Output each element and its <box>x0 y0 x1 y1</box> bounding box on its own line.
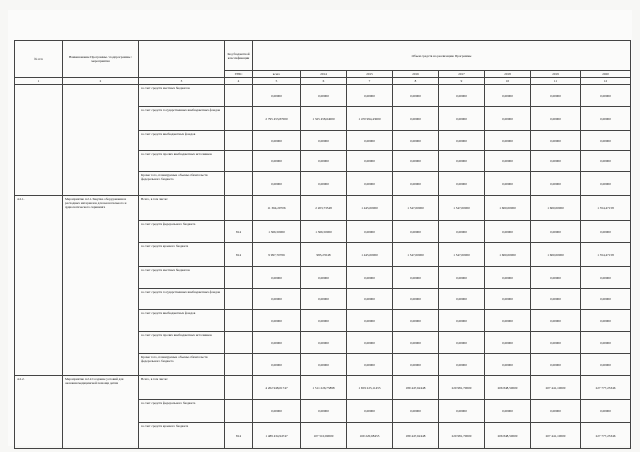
value-year: 0,00000 <box>393 332 439 354</box>
value-year: 0,00000 <box>301 85 347 107</box>
index-cell: 2 <box>63 78 139 85</box>
value-year: 1 354,47158 <box>581 243 631 267</box>
value-year: 0,00000 <box>485 310 531 332</box>
value-year: 206 848,50000 <box>485 423 531 449</box>
table-row <box>15 196 631 221</box>
value-year: 0,00000 <box>393 289 439 310</box>
value-year: 0,00000 <box>393 172 439 196</box>
measure-name <box>63 85 139 196</box>
grbs-code <box>225 289 253 310</box>
year-header: 2014 <box>301 71 347 78</box>
program-funding-table <box>14 40 631 449</box>
value-year: 0,00000 <box>301 131 347 151</box>
grbs-code <box>225 85 253 107</box>
value-year: 0,00000 <box>393 85 439 107</box>
value-year: 0,00000 <box>439 107 485 131</box>
value-year: 0,00000 <box>531 85 581 107</box>
value-year: 0,00000 <box>301 310 347 332</box>
value-year: 0,00000 <box>581 151 631 172</box>
grbs-code <box>225 107 253 131</box>
value-year: 0,00000 <box>531 221 581 243</box>
value-total: 1 489 434,94747 <box>253 423 301 449</box>
value-year: 0,00000 <box>439 310 485 332</box>
col-name-header: Наименование Программы / подпрограммы / мероприятия <box>63 41 139 78</box>
value-year: 0,00000 <box>485 131 531 151</box>
value-total: 2 795 453,87000 <box>253 107 301 131</box>
value-year: 0,00000 <box>347 221 393 243</box>
value-total: 0,00000 <box>253 354 301 376</box>
value-year: 0,00000 <box>485 354 531 376</box>
grbs-code: 814 <box>225 243 253 267</box>
value-year: 0,00000 <box>531 131 581 151</box>
funding-source: за счет средств краевого бюджета <box>139 423 225 449</box>
value-year: 1 600,00000 <box>531 243 581 267</box>
col-volume-header: Объем средств на реализацию Программы <box>253 41 631 71</box>
value-year: 189 447,62448 <box>393 376 439 400</box>
year-header: 2017 <box>439 71 485 78</box>
value-year: 0,00000 <box>347 332 393 354</box>
value-year: 0,00000 <box>347 267 393 289</box>
value-total: 1 366,50000 <box>253 221 301 243</box>
value-year: 0,00000 <box>531 151 581 172</box>
value-year: 169 220,68455 <box>347 423 393 449</box>
index-cell: 6 <box>301 78 347 85</box>
value-year: 0,00000 <box>301 400 347 423</box>
value-year: 1 445,00000 <box>347 196 393 221</box>
value-year: 0,00000 <box>439 221 485 243</box>
value-total: 0,00000 <box>253 267 301 289</box>
value-year: 0,00000 <box>531 332 581 354</box>
value-year: 1 366,50000 <box>301 221 347 243</box>
col-empty-header <box>139 41 225 78</box>
value-total: 0,00000 <box>253 400 301 423</box>
value-year: 0,00000 <box>485 332 531 354</box>
value-year: 0,00000 <box>439 400 485 423</box>
document-page <box>8 10 632 446</box>
value-year: 0,00000 <box>393 151 439 172</box>
grbs-code: 814 <box>225 221 253 243</box>
value-year: 0,00000 <box>531 267 581 289</box>
value-year: 1 547,00000 <box>439 243 485 267</box>
col-grbs-header: ГРБС <box>225 71 253 78</box>
index-cell: 8 <box>393 78 439 85</box>
funding-source: Всего, в том числе: <box>139 376 225 400</box>
value-year: 0,00000 <box>485 172 531 196</box>
grbs-code <box>225 151 253 172</box>
grbs-code <box>225 172 253 196</box>
value-year: 1 325 458,64000 <box>301 107 347 131</box>
value-year: 1 659 225,11455 <box>347 376 393 400</box>
table-row <box>15 85 631 107</box>
funding-source: Кроме того, планируемые объемы обязательств федерального бюджета <box>139 172 225 196</box>
index-cell: 9 <box>439 78 485 85</box>
value-total: 0,00000 <box>253 151 301 172</box>
value-year: 0,00000 <box>485 267 531 289</box>
row-number <box>15 85 63 196</box>
funding-source: за счет средств краевого бюджета <box>139 243 225 267</box>
value-year: 0,00000 <box>347 172 393 196</box>
value-year: 0,00000 <box>301 354 347 376</box>
value-year: 0,00000 <box>485 85 531 107</box>
year-header: 2018 <box>485 71 531 78</box>
value-year: 1 445,00000 <box>347 243 393 267</box>
value-year: 0,00000 <box>301 267 347 289</box>
value-year: 1 470 994,43000 <box>347 107 393 131</box>
grbs-code: 814 <box>225 423 253 449</box>
value-year: 1 547,00000 <box>393 243 439 267</box>
measure-name: Мероприятие 4.2.2.Создание условий для оказания медицинской помощи детям <box>63 376 139 449</box>
value-year: 0,00000 <box>581 172 631 196</box>
value-year: 0,00000 <box>393 221 439 243</box>
value-total: 0,00000 <box>253 85 301 107</box>
header-row <box>15 41 631 71</box>
measure-name: Мероприятие 4.2.1.Закупка оборудования и расходных материалов для неонатального и аудиологического скрининга <box>63 196 139 376</box>
value-year: 0,00000 <box>581 107 631 131</box>
value-total: 0,00000 <box>253 172 301 196</box>
index-cell: 11 <box>531 78 581 85</box>
value-total: 9 997,70706 <box>253 243 301 267</box>
value-year: 0,00000 <box>439 289 485 310</box>
value-year: 0,00000 <box>347 289 393 310</box>
value-year: 1 547,00000 <box>439 196 485 221</box>
value-total: 0,00000 <box>253 289 301 310</box>
value-year: 0,00000 <box>581 354 631 376</box>
index-cell: 7 <box>347 78 393 85</box>
value-year: 107 510,69000 <box>301 423 347 449</box>
value-year: 2 203,73548 <box>301 196 347 221</box>
funding-source: за счет средств местных бюджетов <box>139 267 225 289</box>
value-year: 0,00000 <box>485 221 531 243</box>
value-total: 0,00000 <box>253 310 301 332</box>
index-cell: 4 <box>225 78 253 85</box>
value-year: 0,00000 <box>581 332 631 354</box>
value-year: 0,00000 <box>581 310 631 332</box>
grbs-code <box>225 131 253 151</box>
value-year: 0,00000 <box>439 151 485 172</box>
funding-source: за счет средств государственных внебюджетных фондов <box>139 107 225 131</box>
value-year: 0,00000 <box>581 289 631 310</box>
grbs-code <box>225 267 253 289</box>
col-num-header: № п/п <box>15 41 63 78</box>
value-year: 206 848,50000 <box>485 376 531 400</box>
funding-source: за счет средств прочих внебюджетных источников <box>139 332 225 354</box>
value-year: 0,00000 <box>531 107 581 131</box>
index-cell: 12 <box>581 78 631 85</box>
grbs-code <box>225 332 253 354</box>
value-year: 0,00000 <box>347 354 393 376</box>
value-year: 227 777,23346 <box>581 376 631 400</box>
value-year: 0,00000 <box>531 400 581 423</box>
value-year: 0,00000 <box>393 267 439 289</box>
funding-source: за счет средств прочих внебюджетных источников <box>139 151 225 172</box>
value-total: 0,00000 <box>253 131 301 151</box>
value-year: 0,00000 <box>581 85 631 107</box>
row-number: 4.2.2. <box>15 376 63 449</box>
index-cell: 10 <box>485 78 531 85</box>
value-year: 0,00000 <box>581 131 631 151</box>
year-header: 2020 <box>581 71 631 78</box>
value-year: 0,00000 <box>439 332 485 354</box>
value-year: 0,00000 <box>439 85 485 107</box>
grbs-code <box>225 310 253 332</box>
funding-source: за счет средств федерального бюджета <box>139 400 225 423</box>
value-year: 207 441,10000 <box>531 423 581 449</box>
row-number: 4.2.1. <box>15 196 63 376</box>
funding-source: за счет средств внебюджетных фондов <box>139 310 225 332</box>
value-year: 227 777,23346 <box>581 423 631 449</box>
value-year: 1 511 226,75898 <box>301 376 347 400</box>
value-year: 0,00000 <box>581 221 631 243</box>
index-cell: 1 <box>15 78 63 85</box>
value-year: 0,00000 <box>393 354 439 376</box>
funding-source: за счет средств государственных внебюджетных фондов <box>139 289 225 310</box>
index-cell: 3 <box>139 78 225 85</box>
year-header: 2015 <box>347 71 393 78</box>
value-total: 0,00000 <box>253 332 301 354</box>
value-year: 0,00000 <box>531 354 581 376</box>
value-year: 0,00000 <box>439 267 485 289</box>
value-year: 220 981,70000 <box>439 423 485 449</box>
grbs-code <box>225 376 253 400</box>
value-year: 0,00000 <box>531 310 581 332</box>
value-year: 0,00000 <box>531 289 581 310</box>
funding-source: за счет средств федерального бюджета <box>139 221 225 243</box>
value-year: 0,00000 <box>393 107 439 131</box>
col-kbk-header: Код бюджетной классификации <box>225 41 253 71</box>
value-year: 1 600,00000 <box>485 196 531 221</box>
value-year: 0,00000 <box>439 354 485 376</box>
value-total: 11 364,20706 <box>253 196 301 221</box>
value-year: 0,00000 <box>347 151 393 172</box>
value-year: 1 354,47158 <box>581 196 631 221</box>
funding-source: за счет средств внебюджетных фондов <box>139 131 225 151</box>
value-year: 1 600,00000 <box>485 243 531 267</box>
value-year: 0,00000 <box>347 131 393 151</box>
value-year: 0,00000 <box>531 172 581 196</box>
value-year: 0,00000 <box>485 151 531 172</box>
grbs-code <box>225 196 253 221</box>
funding-source: Кроме того, планируемые объемы обязательств федерального бюджета <box>139 354 225 376</box>
value-year: 983,23548 <box>301 243 347 267</box>
index-row <box>15 78 631 85</box>
value-year: 0,00000 <box>485 107 531 131</box>
value-year: 0,00000 <box>581 267 631 289</box>
value-year: 0,00000 <box>393 310 439 332</box>
col-total-header: всего <box>253 71 301 78</box>
value-total: 4 202 948,01747 <box>253 376 301 400</box>
value-year: 0,00000 <box>581 400 631 423</box>
value-year: 0,00000 <box>301 151 347 172</box>
value-year: 0,00000 <box>347 85 393 107</box>
value-year: 207 441,10000 <box>531 376 581 400</box>
grbs-code <box>225 354 253 376</box>
table-row <box>15 376 631 400</box>
value-year: 0,00000 <box>393 400 439 423</box>
value-year: 189 447,62448 <box>393 423 439 449</box>
funding-source: за счет средств местных бюджетов <box>139 85 225 107</box>
value-year: 0,00000 <box>301 289 347 310</box>
value-year: 0,00000 <box>301 332 347 354</box>
year-header: 2019 <box>531 71 581 78</box>
value-year: 220 981,70000 <box>439 376 485 400</box>
grbs-code <box>225 400 253 423</box>
value-year: 1 600,00000 <box>531 196 581 221</box>
value-year: 0,00000 <box>301 172 347 196</box>
value-year: 0,00000 <box>347 310 393 332</box>
value-year: 0,00000 <box>439 131 485 151</box>
year-header: 2016 <box>393 71 439 78</box>
value-year: 0,00000 <box>485 400 531 423</box>
funding-source: Всего, в том числе: <box>139 196 225 221</box>
value-year: 0,00000 <box>347 400 393 423</box>
value-year: 0,00000 <box>439 172 485 196</box>
value-year: 1 547,00000 <box>393 196 439 221</box>
value-year: 0,00000 <box>485 289 531 310</box>
value-year: 0,00000 <box>393 131 439 151</box>
index-cell: 5 <box>253 78 301 85</box>
